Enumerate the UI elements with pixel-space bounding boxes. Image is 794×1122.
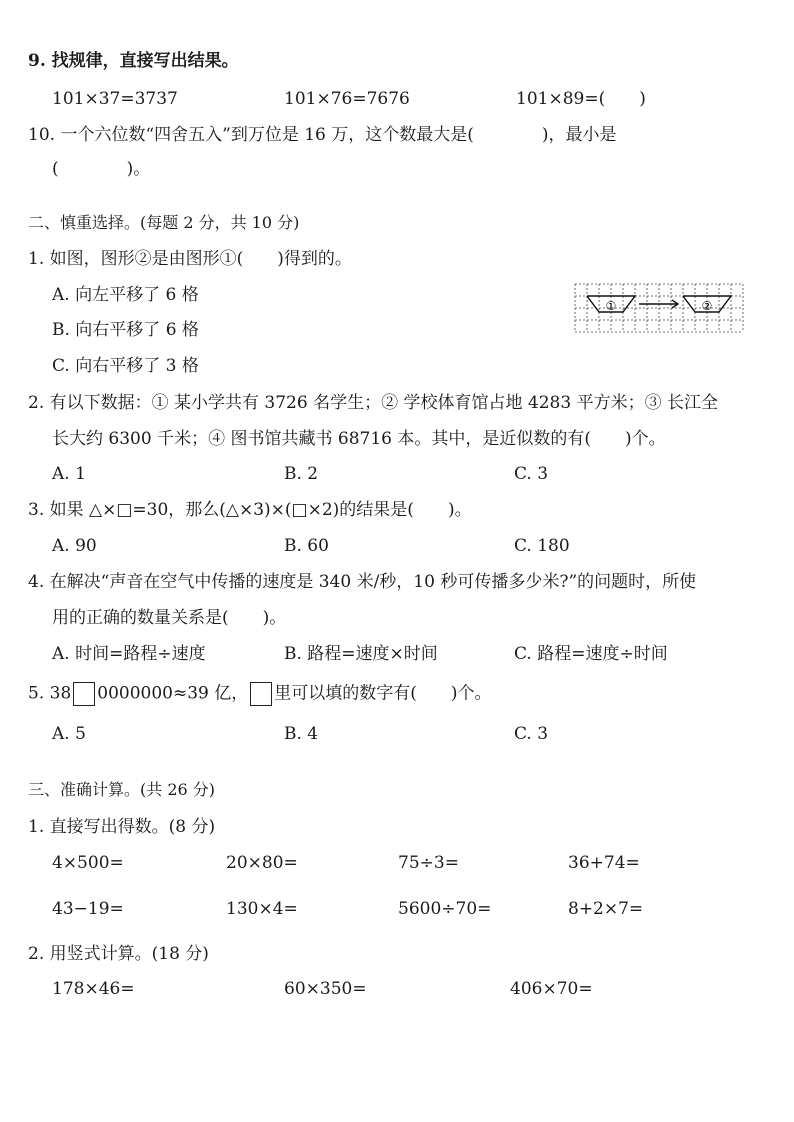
mc2-option-c: C. 3 bbox=[514, 464, 549, 484]
q9-expr-1: 101×37=3737 bbox=[52, 89, 178, 109]
mc4-line2: 用的正确的数量关系是( )。 bbox=[52, 608, 287, 628]
calc1-item: 75÷3= bbox=[398, 853, 459, 873]
mc5-option-c: C. 3 bbox=[514, 724, 549, 744]
calc1-item: 5600÷70= bbox=[398, 899, 492, 919]
calc1-item: 130×4= bbox=[226, 899, 298, 919]
figure-1-label: ① bbox=[605, 299, 617, 313]
mc2-line2: 长大约 6300 千米；④ 图书馆共藏书 68716 本。其中，是近似数的有( )个。 bbox=[52, 429, 666, 449]
section-3-title: 三、准确计算。(共 26 分) bbox=[28, 780, 216, 799]
mc2-option-b: B. 2 bbox=[284, 464, 319, 484]
mc1-stem: 1. 如图，图形②是由图形①( )得到的。 bbox=[28, 249, 352, 269]
calc1-item: 43−19= bbox=[52, 899, 124, 919]
mc5-option-a: A. 5 bbox=[52, 724, 86, 744]
question-9-stem: 9. 找规律，直接写出结果。 bbox=[28, 51, 239, 71]
calc1-item: 8+2×7= bbox=[568, 899, 644, 919]
mc4-option-a: A. 时间=路程÷速度 bbox=[52, 644, 206, 664]
question-10-line1: 10. 一个六位数“四舍五入”到万位是 16 万，这个数最大是( )，最小是 bbox=[28, 125, 617, 145]
mc5-prefix: 5. 38 bbox=[28, 683, 72, 704]
mc3-option-a: A. 90 bbox=[52, 536, 97, 556]
section-2-title: 二、慎重选择。(每题 2 分，共 10 分) bbox=[28, 213, 300, 232]
blank-box-1 bbox=[73, 682, 95, 706]
mc3-option-b: B. 60 bbox=[284, 536, 329, 556]
mc5-option-b: B. 4 bbox=[284, 724, 319, 744]
figure-2-label: ② bbox=[701, 299, 713, 313]
mc2-line1: 2. 有以下数据：① 某小学共有 3726 名学生；② 学校体育馆占地 4283 平方米；③ 长江全 bbox=[28, 393, 718, 413]
translation-grid-figure bbox=[573, 282, 745, 338]
mc2-option-a: A. 1 bbox=[52, 464, 86, 484]
mc5-suffix: 里可以填的数字有( )个。 bbox=[274, 683, 492, 704]
mc4-option-b: B. 路程=速度×时间 bbox=[284, 644, 438, 664]
mc1-option-c: C. 向右平移了 3 格 bbox=[52, 356, 199, 376]
calc2-item: 406×70= bbox=[510, 979, 593, 999]
mc4-line1: 4. 在解决“声音在空气中传播的速度是 340 米/秒，10 秒可传播多少米?”的问题时，所使 bbox=[28, 572, 697, 592]
q9-expr-3: 101×89=( ) bbox=[516, 89, 646, 109]
mc5-stem bbox=[28, 682, 492, 706]
mc3-stem: 3. 如果 △×□=30，那么(△×3)×(□×2)的结果是( )。 bbox=[28, 500, 472, 520]
question-10-line2: ( )。 bbox=[52, 159, 151, 179]
mc5-middle: 0000000≈39 亿， bbox=[97, 683, 249, 704]
calc2-item: 60×350= bbox=[284, 979, 367, 999]
calc2-title: 2. 用竖式计算。(18 分) bbox=[28, 944, 209, 964]
calc2-item: 178×46= bbox=[52, 979, 135, 999]
calc1-item: 20×80= bbox=[226, 853, 298, 873]
mc3-option-c: C. 180 bbox=[514, 536, 570, 556]
calc1-item: 4×500= bbox=[52, 853, 124, 873]
calc1-title: 1. 直接写出得数。(8 分) bbox=[28, 817, 216, 837]
blank-box-2 bbox=[250, 682, 272, 706]
mc1-option-b: B. 向右平移了 6 格 bbox=[52, 320, 199, 340]
mc4-option-c: C. 路程=速度÷时间 bbox=[514, 644, 668, 664]
q9-expr-2: 101×76=7676 bbox=[284, 89, 410, 109]
mc1-option-a: A. 向左平移了 6 格 bbox=[52, 285, 199, 305]
calc1-item: 36+74= bbox=[568, 853, 640, 873]
